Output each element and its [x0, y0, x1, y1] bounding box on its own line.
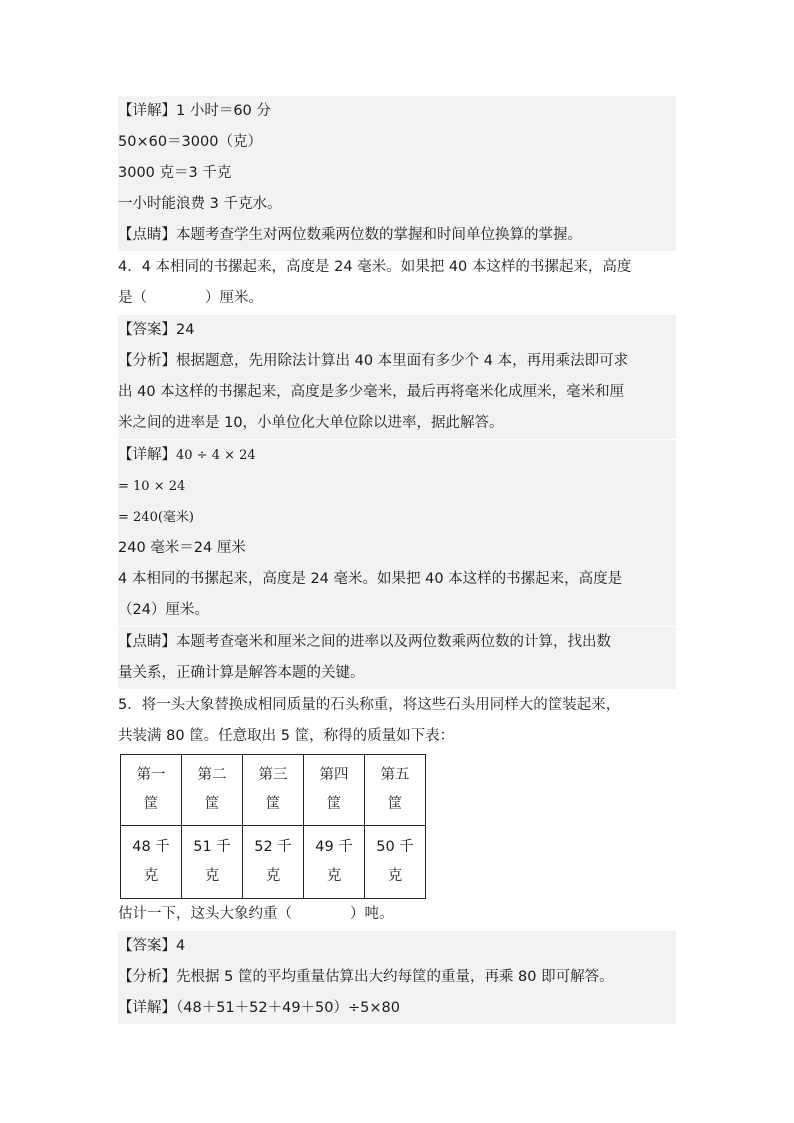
- table-header-cell: 第四 筐: [304, 755, 365, 826]
- table-value-cell: 51 千 克: [182, 826, 243, 899]
- analysis-line: 【分析】先根据 5 筐的平均重量估算出大约每筐的重量，再乘 80 即可解答。: [118, 962, 676, 993]
- detail-label: 【详解】: [118, 447, 176, 463]
- text-line: 【点睛】本题考查学生对两位数乘两位数的掌握和时间单位换算的掌握。: [118, 220, 676, 251]
- math-step: = 240(毫米): [118, 502, 676, 533]
- analysis-line: 米之间的进率是 10，小单位化大单位除以进率，据此解答。: [118, 408, 676, 439]
- math-expression: 40 ÷ 4 × 24: [176, 448, 256, 463]
- question-4-line: 4．4 本相同的书摞起来，高度是 24 毫米。如果把 40 本这样的书摞起来，高度: [118, 252, 676, 283]
- table-header-cell: 第三 筐: [243, 755, 304, 826]
- detail-line: [118, 440, 676, 471]
- text-line: 4 本相同的书摞起来，高度是 24 毫米。如果把 40 本这样的书摞起来，高度是: [118, 564, 676, 595]
- analysis-line: 【分析】根据题意，先用除法计算出 40 本里面有多少个 4 本，再用乘法即可求: [118, 346, 676, 377]
- answer-line: 【答案】24: [118, 315, 676, 346]
- table-value-cell: 48 千 克: [121, 826, 182, 899]
- table-row: [121, 755, 426, 826]
- comment-line: 【点睛】本题考查毫米和厘米之间的进率以及两位数乘两位数的计算，找出数: [118, 627, 676, 658]
- table-value-cell: 52 千 克: [243, 826, 304, 899]
- table-header-cell: 第五 筐: [365, 755, 426, 826]
- detail-line: 【详解】（48＋51＋52＋49＋50）÷5×80: [118, 993, 676, 1024]
- basket-weight-table: [120, 754, 426, 899]
- table-header-cell: 第二 筐: [182, 755, 243, 826]
- question-5-blank-line: 估计一下，这头大象约重（ ）吨。: [118, 899, 676, 930]
- comment-line: 量关系，正确计算是解答本题的关键。: [118, 658, 676, 689]
- question-5-line: 共装满 80 筐。任意取出 5 筐，称得的质量如下表：: [118, 721, 676, 752]
- math-step: = 10 × 24: [118, 471, 676, 502]
- analysis-line: 出 40 本这样的书摞起来，高度是多少毫米，最后再将毫米化成厘米，毫米和厘: [118, 377, 676, 408]
- answer-line: 【答案】4: [118, 931, 676, 962]
- table-header-cell: 第一 筐: [121, 755, 182, 826]
- table-value-cell: 49 千 克: [304, 826, 365, 899]
- table-value-cell: 50 千 克: [365, 826, 426, 899]
- table-row: [121, 826, 426, 899]
- question-4-blank-line: 是（ ）厘米。: [118, 283, 676, 314]
- text-line: 3000 克＝3 千克: [118, 158, 676, 189]
- text-line: 240 毫米＝24 厘米: [118, 533, 676, 564]
- text-line: 50×60＝3000（克）: [118, 127, 676, 158]
- text-line: （24）厘米。: [118, 595, 676, 626]
- question-5-line: 5．将一头大象替换成相同质量的石头称重，将这些石头用同样大的筐装起来，: [118, 690, 676, 721]
- text-line: 一小时能浪费 3 千克水。: [118, 189, 676, 220]
- text-line: 【详解】1 小时＝60 分: [118, 96, 676, 127]
